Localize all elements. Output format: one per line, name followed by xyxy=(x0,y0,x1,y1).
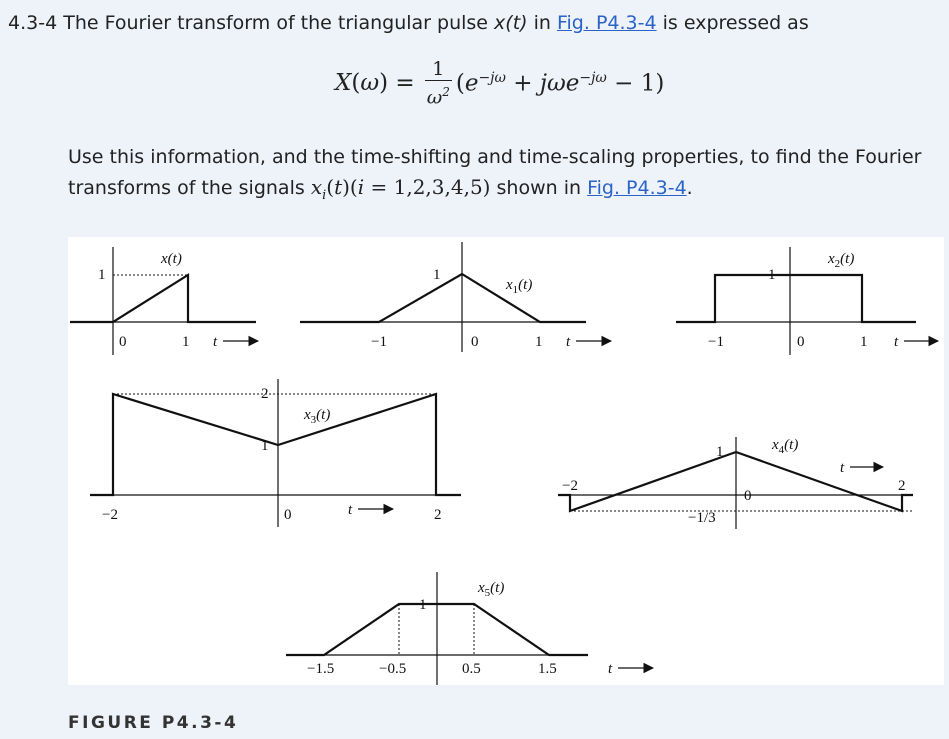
x2-tick-0: 0 xyxy=(797,334,805,350)
problem-number: 4.3-4 xyxy=(8,12,58,34)
x3-tick-y-1: 1 xyxy=(261,438,269,454)
plot-x4 xyxy=(558,437,913,529)
plot-x xyxy=(70,247,258,355)
x4-tick-0: 0 xyxy=(744,488,752,504)
x2-tick-y-1: 1 xyxy=(768,267,776,283)
equation-numerator: 1 xyxy=(432,58,445,80)
x-t-label: t xyxy=(213,334,218,350)
x5-tick-0-5: 0.5 xyxy=(462,661,481,677)
x3-t-label: t xyxy=(348,502,353,518)
x1-tick-0: 0 xyxy=(471,334,479,350)
figure-link[interactable]: Fig. P4.3-4 xyxy=(556,12,657,34)
signal-variable: x(t) xyxy=(494,12,528,34)
fourier-equation xyxy=(335,58,664,108)
x3-tick-neg2: −2 xyxy=(102,507,118,523)
x-tick-y-1: 1 xyxy=(98,267,106,283)
x5-tick-1-5: 1.5 xyxy=(538,661,557,677)
plot-x2 xyxy=(676,247,938,355)
x4-label: $x_4(t)$ xyxy=(772,437,799,456)
x-tick-1: 1 xyxy=(182,334,190,350)
x-label: x(t) xyxy=(161,251,182,267)
x2-waveform xyxy=(676,275,916,322)
instruction-paragraph xyxy=(68,142,938,211)
x4-tick-2: 2 xyxy=(898,478,906,494)
x3-tick-0: 0 xyxy=(284,507,292,523)
x4-tick-neg-third: −1/3 xyxy=(688,510,716,526)
figure-link-2[interactable]: Fig. P4.3-4 xyxy=(587,177,687,199)
paragraph-line1: Use this information, and the time-shifting and time-scaling properties, to find the Fourier xyxy=(68,146,922,168)
x2-tick-1: 1 xyxy=(860,334,868,350)
x1-tick-y-1: 1 xyxy=(433,267,441,283)
x2-tick-neg1: −1 xyxy=(708,334,724,350)
x2-t-label: t xyxy=(894,334,899,350)
x5-label: $x_5(t)$ xyxy=(478,580,505,599)
x4-tick-y-1: 1 xyxy=(716,444,724,460)
equation-fraction xyxy=(425,58,452,108)
x3-tick-2: 2 xyxy=(434,507,442,523)
problem-text-in: in xyxy=(533,12,551,34)
x3-tick-y-2: 2 xyxy=(261,386,269,402)
x1-tick-1: 1 xyxy=(535,334,543,350)
plot-x3 xyxy=(90,379,461,527)
x1-t-label: t xyxy=(566,334,571,350)
paragraph-line2-before: transforms of the signals xyxy=(68,177,305,199)
x5-tick-y-1: 1 xyxy=(419,597,427,613)
x2-label: $x_2(t)$ xyxy=(828,251,855,270)
x5-tick-neg0-5: −0.5 xyxy=(379,661,407,677)
problem-text: The Fourier transform of the triangular pulse xyxy=(63,12,488,34)
problem-text-after: is expressed as xyxy=(662,12,809,34)
x1-tick-neg1: −1 xyxy=(371,334,387,350)
x5-t-label: t xyxy=(608,661,613,677)
paragraph-end: . xyxy=(686,177,693,199)
paragraph-line2-after: shown in xyxy=(496,177,582,199)
figure-panel xyxy=(68,237,944,685)
x4-tick-neg2: −2 xyxy=(562,478,578,494)
plot-x5 xyxy=(286,572,653,685)
equation-lhs: X(ω) = xyxy=(335,70,415,97)
x3-label: $x_3(t)$ xyxy=(304,407,331,426)
equation-denominator: $\omega^2$ xyxy=(426,85,450,109)
x5-tick-neg1-5: −1.5 xyxy=(307,661,335,677)
problem-statement xyxy=(8,12,809,34)
x1-label: $x_1(t)$ xyxy=(506,277,533,296)
equation-rhs: $(e^{-j\omega} + j\omega e^{-j\omega} - 1)$ xyxy=(455,69,665,97)
figure-svg xyxy=(68,237,944,685)
plot-x1 xyxy=(300,242,611,352)
x4-t-label: t xyxy=(840,460,845,476)
signals-math: $x_i(t)(i = 1,2,3,4,5)$ xyxy=(310,175,491,203)
x3-waveform xyxy=(90,394,461,495)
x-tick-0: 0 xyxy=(119,334,127,350)
x1-waveform xyxy=(300,274,586,322)
figure-caption: FIGURE P4.3-4 xyxy=(68,713,239,733)
